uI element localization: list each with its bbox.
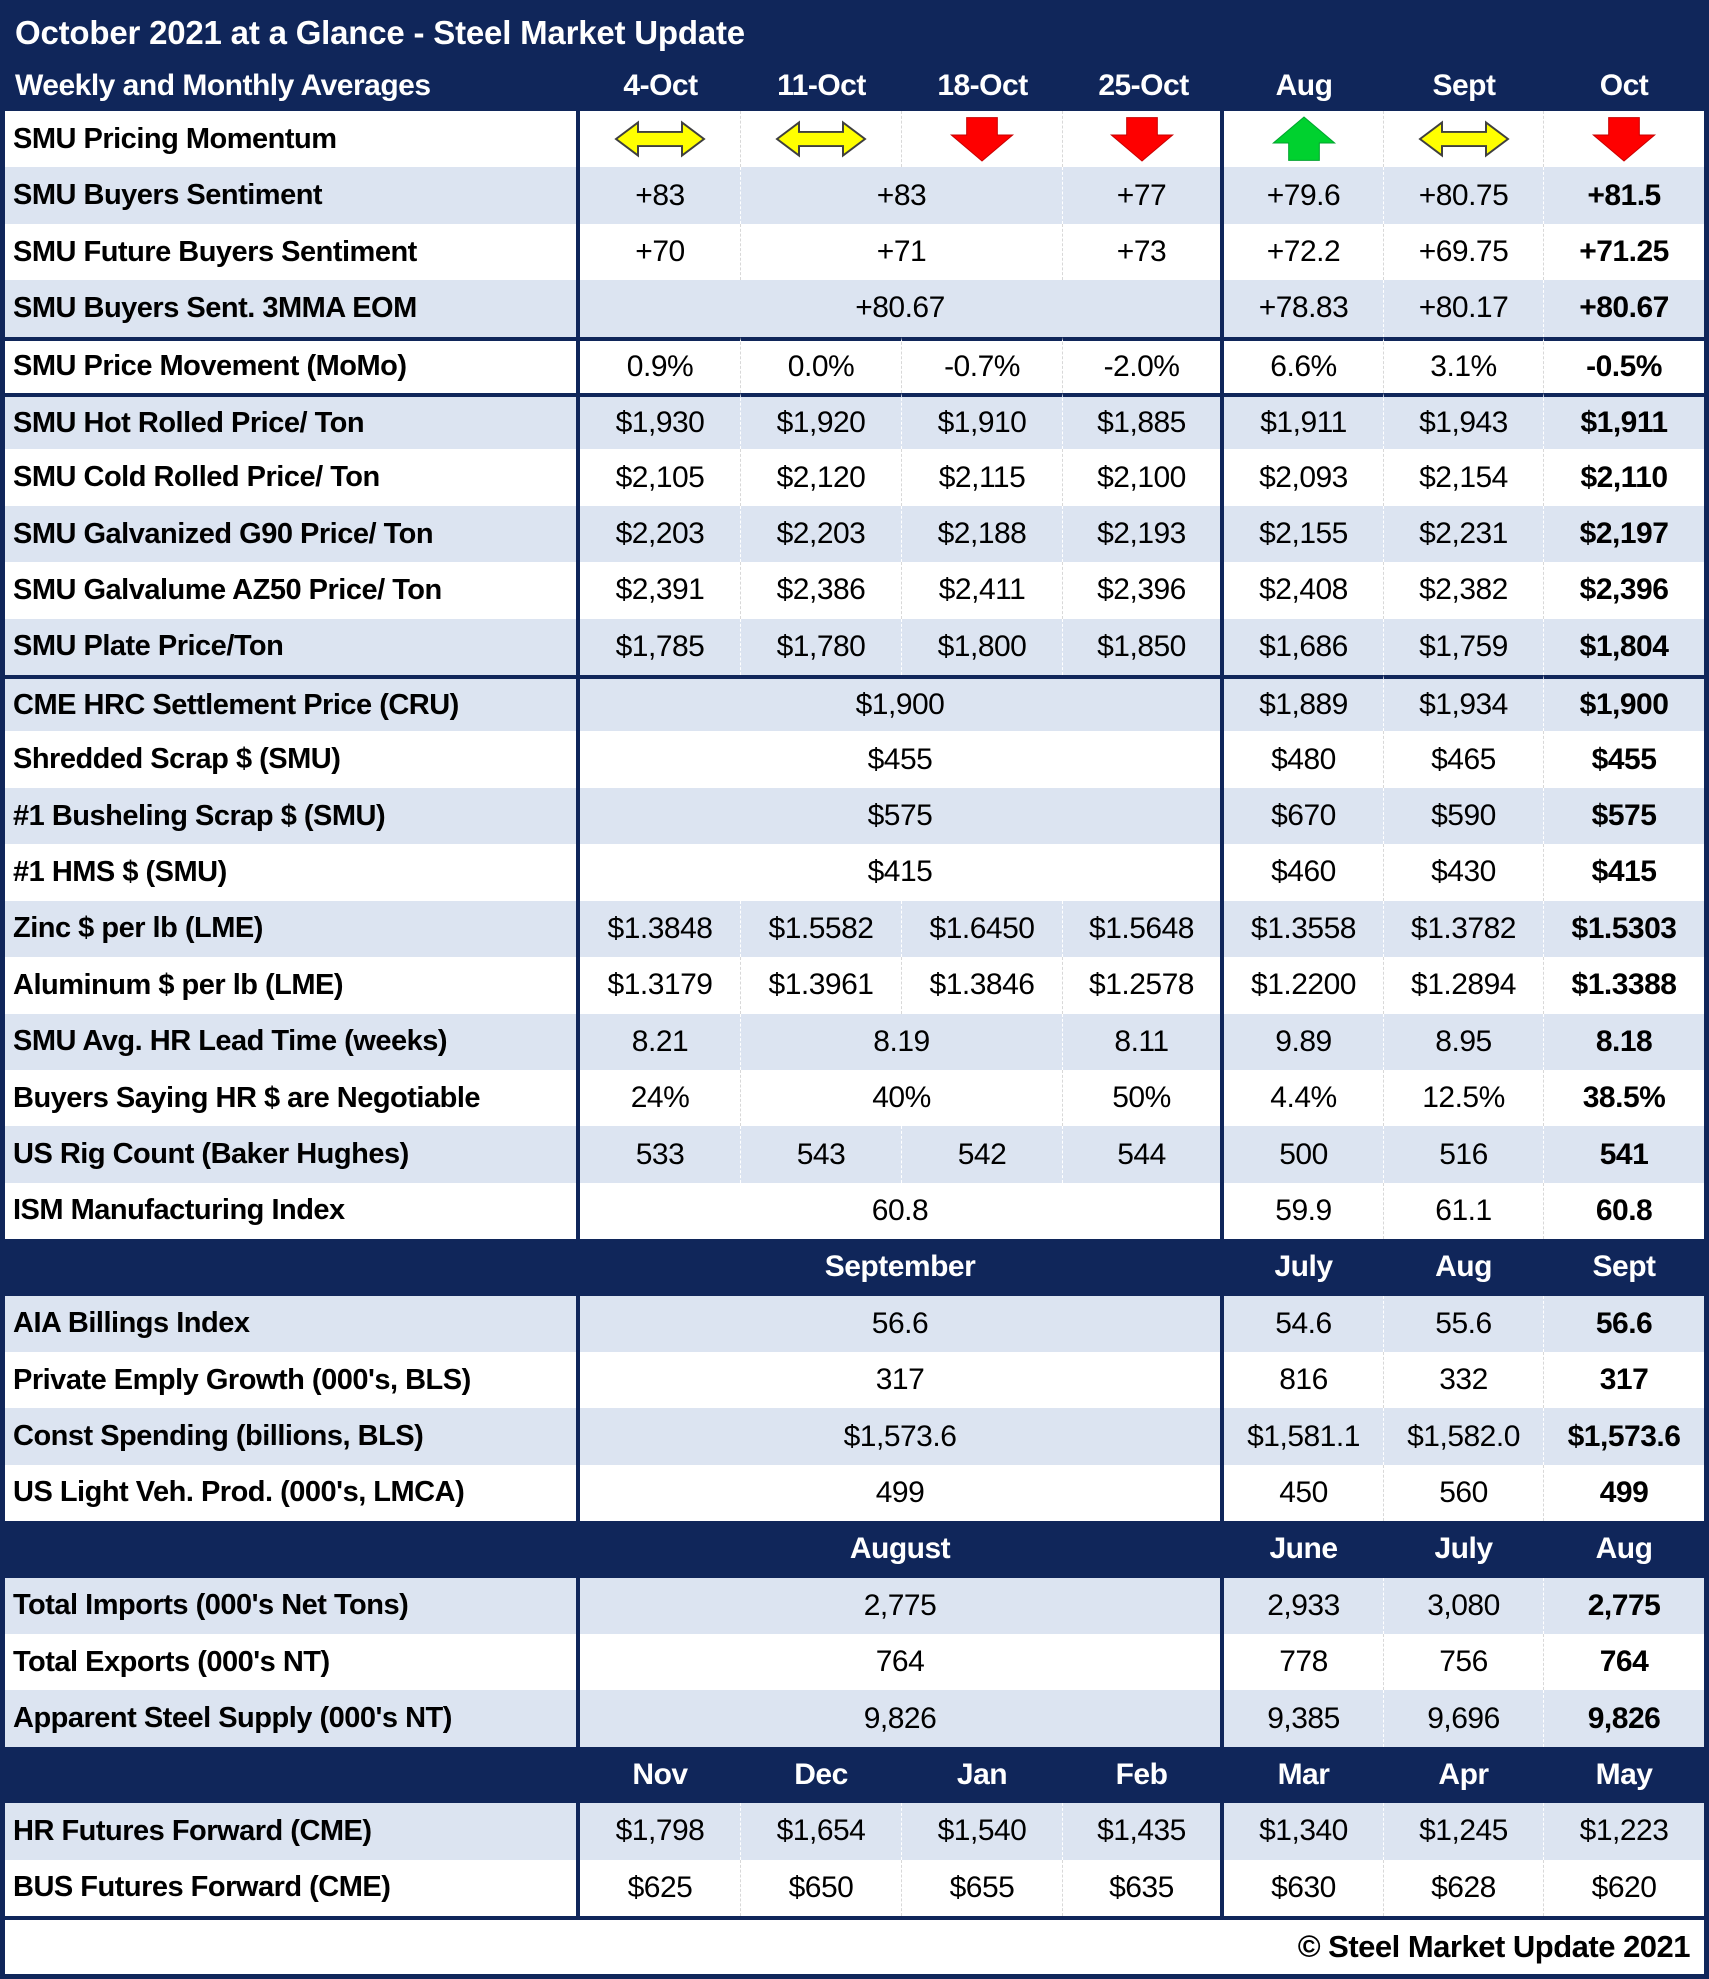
value-cell: $1.3179: [580, 957, 741, 1013]
table-row: [5, 1465, 1704, 1521]
table-row: [5, 393, 1704, 449]
table-row: [5, 1578, 1704, 1634]
row-label: BUS Futures Forward (CME): [5, 1860, 580, 1916]
table-row: [5, 957, 1704, 1013]
table-row: [5, 1070, 1704, 1126]
value-cell: $2,197: [1544, 506, 1704, 562]
value-cell: $1,654: [741, 1803, 902, 1859]
value-cell: 38.5%: [1544, 1070, 1704, 1126]
row-label: Shredded Scrap $ (SMU): [5, 731, 580, 787]
momentum-cell: [580, 111, 741, 167]
value-cell: 516: [1384, 1126, 1544, 1182]
value-cell: $1.5303: [1544, 901, 1704, 957]
value-cell: $480: [1224, 731, 1384, 787]
value-cell: -0.5%: [1544, 337, 1704, 393]
section-month-cell: June: [1224, 1521, 1384, 1577]
value-cell: 9,826: [1544, 1690, 1704, 1746]
value-cell: $655: [902, 1860, 1063, 1916]
value-cell: $1,540: [902, 1803, 1063, 1859]
table-row: [5, 449, 1704, 505]
value-cell: $1.3782: [1384, 901, 1544, 957]
value-cell: 332: [1384, 1352, 1544, 1408]
table-row: [5, 731, 1704, 787]
value-cell: 61.1: [1384, 1183, 1544, 1239]
down-red-arrow: [1098, 115, 1186, 163]
value-cell: $1,573.6: [580, 1408, 1224, 1464]
value-cell: $1,943: [1384, 393, 1544, 449]
value-cell: +70: [580, 224, 741, 280]
value-cell: 541: [1544, 1126, 1704, 1182]
value-cell: 450: [1224, 1465, 1384, 1521]
value-cell: $1,759: [1384, 619, 1544, 675]
row-label: SMU Galvalume AZ50 Price/ Ton: [5, 562, 580, 618]
value-cell: $1,686: [1224, 619, 1384, 675]
value-cell: $1,780: [741, 619, 902, 675]
flat-yellow-arrow: [604, 117, 716, 161]
value-cell: +83: [741, 167, 1063, 223]
value-cell: $620: [1544, 1860, 1704, 1916]
table-row: [5, 619, 1704, 675]
value-cell: 6.6%: [1224, 337, 1384, 393]
copyright-text: © Steel Market Update 2021: [5, 1916, 1704, 1974]
row-label: US Rig Count (Baker Hughes): [5, 1126, 580, 1182]
value-cell: $1,900: [580, 675, 1224, 731]
value-cell: +77: [1063, 167, 1224, 223]
momentum-cell: [741, 111, 902, 167]
value-cell: 60.8: [1544, 1183, 1704, 1239]
table-row: [5, 280, 1704, 336]
row-label: #1 Busheling Scrap $ (SMU): [5, 788, 580, 844]
table-row: [5, 1296, 1704, 1352]
value-cell: $1,340: [1224, 1803, 1384, 1859]
table-row: [5, 1183, 1704, 1239]
row-label: US Light Veh. Prod. (000's, LMCA): [5, 1465, 580, 1521]
page-title: October 2021 at a Glance - Steel Market Update: [5, 5, 1704, 61]
table-row: [5, 337, 1704, 393]
section-month-cell: Apr: [1384, 1747, 1544, 1803]
momentum-cell: [1384, 111, 1544, 167]
row-label: Zinc $ per lb (LME): [5, 901, 580, 957]
value-cell: $455: [1544, 731, 1704, 787]
row-label: #1 HMS $ (SMU): [5, 844, 580, 900]
column-header-row: [5, 61, 1704, 111]
value-cell: $1,910: [902, 393, 1063, 449]
value-cell: 55.6: [1384, 1296, 1544, 1352]
table-row: [5, 844, 1704, 900]
value-cell: $1.3848: [580, 901, 741, 957]
value-cell: $2,382: [1384, 562, 1544, 618]
value-cell: $415: [1544, 844, 1704, 900]
row-label: ISM Manufacturing Index: [5, 1183, 580, 1239]
value-cell: 59.9: [1224, 1183, 1384, 1239]
table-row: [5, 901, 1704, 957]
value-cell: $460: [1224, 844, 1384, 900]
section-header-row: [5, 1239, 1704, 1295]
value-cell: 764: [580, 1634, 1224, 1690]
value-cell: $590: [1384, 788, 1544, 844]
section-month-cell: Jan: [902, 1747, 1063, 1803]
row-label: Total Imports (000's Net Tons): [5, 1578, 580, 1634]
row-label: Buyers Saying HR $ are Negotiable: [5, 1070, 580, 1126]
value-cell: $1.3558: [1224, 901, 1384, 957]
value-cell: $1.3961: [741, 957, 902, 1013]
down-red-arrow: [1580, 115, 1668, 163]
value-cell: $2,193: [1063, 506, 1224, 562]
row-label: SMU Plate Price/Ton: [5, 619, 580, 675]
section-label-cell: [5, 1239, 580, 1295]
title-row: [5, 5, 1704, 61]
value-cell: 54.6: [1224, 1296, 1384, 1352]
value-cell: 56.6: [580, 1296, 1224, 1352]
value-cell: 764: [1544, 1634, 1704, 1690]
section-month-cell: September: [580, 1239, 1224, 1295]
value-cell: $1,850: [1063, 619, 1224, 675]
value-cell: 60.8: [580, 1183, 1224, 1239]
footer-row: [5, 1916, 1704, 1974]
value-cell: $670: [1224, 788, 1384, 844]
value-cell: $1,582.0: [1384, 1408, 1544, 1464]
row-label: SMU Pricing Momentum: [5, 111, 580, 167]
table-row: [5, 562, 1704, 618]
column-header-aug: Aug: [1224, 61, 1384, 111]
table-row: [5, 1126, 1704, 1182]
value-cell: +73: [1063, 224, 1224, 280]
value-cell: 8.21: [580, 1014, 741, 1070]
value-cell: $628: [1384, 1860, 1544, 1916]
row-label: SMU Price Movement (MoMo): [5, 337, 580, 393]
table-row: [5, 1014, 1704, 1070]
row-label: Private Emply Growth (000's, BLS): [5, 1352, 580, 1408]
row-label: Total Exports (000's NT): [5, 1634, 580, 1690]
value-cell: $1.5648: [1063, 901, 1224, 957]
value-cell: $2,203: [580, 506, 741, 562]
value-cell: $650: [741, 1860, 902, 1916]
value-cell: 2,933: [1224, 1578, 1384, 1634]
value-cell: +72.2: [1224, 224, 1384, 280]
value-cell: $630: [1224, 1860, 1384, 1916]
column-header-averages: Weekly and Monthly Averages: [5, 61, 580, 111]
value-cell: 9,826: [580, 1690, 1224, 1746]
value-cell: +80.17: [1384, 280, 1544, 336]
momentum-cell: [1544, 111, 1704, 167]
table-row: [5, 1352, 1704, 1408]
row-label: SMU Cold Rolled Price/ Ton: [5, 449, 580, 505]
section-month-cell: July: [1224, 1239, 1384, 1295]
value-cell: 317: [1544, 1352, 1704, 1408]
value-cell: 9,696: [1384, 1690, 1544, 1746]
value-cell: 2,775: [580, 1578, 1224, 1634]
section-label-cell: [5, 1521, 580, 1577]
section-month-cell: Feb: [1063, 1747, 1224, 1803]
value-cell: 544: [1063, 1126, 1224, 1182]
value-cell: $2,396: [1063, 562, 1224, 618]
value-cell: $415: [580, 844, 1224, 900]
value-cell: 0.0%: [741, 337, 902, 393]
value-cell: +83: [580, 167, 741, 223]
section-month-cell: Nov: [580, 1747, 741, 1803]
value-cell: 40%: [741, 1070, 1063, 1126]
value-cell: $1.3846: [902, 957, 1063, 1013]
value-cell: 499: [580, 1465, 1224, 1521]
value-cell: $1.2894: [1384, 957, 1544, 1013]
value-cell: $2,386: [741, 562, 902, 618]
value-cell: $1.5582: [741, 901, 902, 957]
column-header-11-oct: 11-Oct: [741, 61, 902, 111]
value-cell: $1,785: [580, 619, 741, 675]
value-cell: $2,396: [1544, 562, 1704, 618]
value-cell: +81.5: [1544, 167, 1704, 223]
value-cell: -0.7%: [902, 337, 1063, 393]
value-cell: $2,120: [741, 449, 902, 505]
value-cell: 778: [1224, 1634, 1384, 1690]
value-cell: $2,110: [1544, 449, 1704, 505]
row-label: SMU Buyers Sent. 3MMA EOM: [5, 280, 580, 336]
value-cell: $1.2578: [1063, 957, 1224, 1013]
row-label: HR Futures Forward (CME): [5, 1803, 580, 1859]
section-header-row: [5, 1747, 1704, 1803]
value-cell: $1,889: [1224, 675, 1384, 731]
section-month-cell: Aug: [1544, 1521, 1704, 1577]
value-cell: +80.67: [580, 280, 1224, 336]
flat-yellow-arrow: [1408, 117, 1520, 161]
value-cell: 56.6: [1544, 1296, 1704, 1352]
value-cell: $1,911: [1544, 393, 1704, 449]
table-row: [5, 788, 1704, 844]
table-row: [5, 111, 1704, 167]
column-header-25-oct: 25-Oct: [1063, 61, 1224, 111]
section-label-cell: [5, 1747, 580, 1803]
value-cell: 533: [580, 1126, 741, 1182]
section-month-cell: May: [1544, 1747, 1704, 1803]
value-cell: +79.6: [1224, 167, 1384, 223]
flat-yellow-arrow: [765, 117, 877, 161]
value-cell: 3.1%: [1384, 337, 1544, 393]
section-month-cell: July: [1384, 1521, 1544, 1577]
value-cell: 560: [1384, 1465, 1544, 1521]
row-label: SMU Future Buyers Sentiment: [5, 224, 580, 280]
value-cell: $1,798: [580, 1803, 741, 1859]
value-cell: $2,155: [1224, 506, 1384, 562]
row-label: AIA Billings Index: [5, 1296, 580, 1352]
value-cell: 9.89: [1224, 1014, 1384, 1070]
row-label: Apparent Steel Supply (000's NT): [5, 1690, 580, 1746]
value-cell: $465: [1384, 731, 1544, 787]
value-cell: 50%: [1063, 1070, 1224, 1126]
value-cell: +71: [741, 224, 1063, 280]
value-cell: 3,080: [1384, 1578, 1544, 1634]
value-cell: $1.6450: [902, 901, 1063, 957]
column-header-4-oct: 4-Oct: [580, 61, 741, 111]
section-month-cell: Dec: [741, 1747, 902, 1803]
table-row: [5, 167, 1704, 223]
value-cell: -2.0%: [1063, 337, 1224, 393]
value-cell: $2,408: [1224, 562, 1384, 618]
value-cell: $1,573.6: [1544, 1408, 1704, 1464]
value-cell: +71.25: [1544, 224, 1704, 280]
value-cell: $1,581.1: [1224, 1408, 1384, 1464]
value-cell: 0.9%: [580, 337, 741, 393]
data-table: [5, 5, 1704, 1974]
table-row: [5, 1690, 1704, 1746]
value-cell: $1.3388: [1544, 957, 1704, 1013]
momentum-cell: [1063, 111, 1224, 167]
value-cell: +80.67: [1544, 280, 1704, 336]
value-cell: $2,203: [741, 506, 902, 562]
row-label: SMU Galvanized G90 Price/ Ton: [5, 506, 580, 562]
value-cell: $575: [1544, 788, 1704, 844]
value-cell: 8.18: [1544, 1014, 1704, 1070]
value-cell: 12.5%: [1384, 1070, 1544, 1126]
row-label: Aluminum $ per lb (LME): [5, 957, 580, 1013]
table-row: [5, 224, 1704, 280]
value-cell: $1,800: [902, 619, 1063, 675]
table-row: [5, 1634, 1704, 1690]
row-label: SMU Avg. HR Lead Time (weeks): [5, 1014, 580, 1070]
value-cell: $625: [580, 1860, 741, 1916]
row-label: CME HRC Settlement Price (CRU): [5, 675, 580, 731]
table-row: [5, 506, 1704, 562]
value-cell: $1,920: [741, 393, 902, 449]
value-cell: $2,188: [902, 506, 1063, 562]
column-header-sept: Sept: [1384, 61, 1544, 111]
value-cell: +78.83: [1224, 280, 1384, 336]
row-label: Const Spending (billions, BLS): [5, 1408, 580, 1464]
value-cell: 756: [1384, 1634, 1544, 1690]
value-cell: 24%: [580, 1070, 741, 1126]
table-row: [5, 1803, 1704, 1859]
column-header-oct: Oct: [1544, 61, 1704, 111]
row-label: SMU Hot Rolled Price/ Ton: [5, 393, 580, 449]
value-cell: $1,934: [1384, 675, 1544, 731]
value-cell: 317: [580, 1352, 1224, 1408]
value-cell: $455: [580, 731, 1224, 787]
value-cell: $2,391: [580, 562, 741, 618]
column-header-18-oct: 18-Oct: [902, 61, 1063, 111]
value-cell: $2,411: [902, 562, 1063, 618]
value-cell: $1,435: [1063, 1803, 1224, 1859]
value-cell: $2,115: [902, 449, 1063, 505]
value-cell: 500: [1224, 1126, 1384, 1182]
value-cell: $1,930: [580, 393, 741, 449]
value-cell: $2,093: [1224, 449, 1384, 505]
table-row: [5, 1860, 1704, 1916]
value-cell: $1,223: [1544, 1803, 1704, 1859]
value-cell: 2,775: [1544, 1578, 1704, 1634]
value-cell: 8.11: [1063, 1014, 1224, 1070]
row-label: SMU Buyers Sentiment: [5, 167, 580, 223]
value-cell: 499: [1544, 1465, 1704, 1521]
value-cell: $1,900: [1544, 675, 1704, 731]
value-cell: 4.4%: [1224, 1070, 1384, 1126]
value-cell: $1,911: [1224, 393, 1384, 449]
value-cell: 8.95: [1384, 1014, 1544, 1070]
section-month-cell: Sept: [1544, 1239, 1704, 1295]
value-cell: $635: [1063, 1860, 1224, 1916]
value-cell: +80.75: [1384, 167, 1544, 223]
value-cell: 543: [741, 1126, 902, 1182]
section-month-cell: Mar: [1224, 1747, 1384, 1803]
value-cell: +69.75: [1384, 224, 1544, 280]
value-cell: $2,231: [1384, 506, 1544, 562]
section-month-cell: August: [580, 1521, 1224, 1577]
value-cell: $1,885: [1063, 393, 1224, 449]
value-cell: 9,385: [1224, 1690, 1384, 1746]
section-month-cell: Aug: [1384, 1239, 1544, 1295]
momentum-cell: [902, 111, 1063, 167]
value-cell: 542: [902, 1126, 1063, 1182]
value-cell: $2,105: [580, 449, 741, 505]
value-cell: 8.19: [741, 1014, 1063, 1070]
down-red-arrow: [938, 115, 1026, 163]
value-cell: $1.2200: [1224, 957, 1384, 1013]
table-row: [5, 1408, 1704, 1464]
value-cell: $430: [1384, 844, 1544, 900]
section-header-row: [5, 1521, 1704, 1577]
value-cell: $575: [580, 788, 1224, 844]
value-cell: 816: [1224, 1352, 1384, 1408]
value-cell: $2,154: [1384, 449, 1544, 505]
up-green-arrow: [1258, 115, 1350, 163]
momentum-cell: [1224, 111, 1384, 167]
value-cell: $1,804: [1544, 619, 1704, 675]
value-cell: $1,245: [1384, 1803, 1544, 1859]
table-row: [5, 675, 1704, 731]
value-cell: $2,100: [1063, 449, 1224, 505]
